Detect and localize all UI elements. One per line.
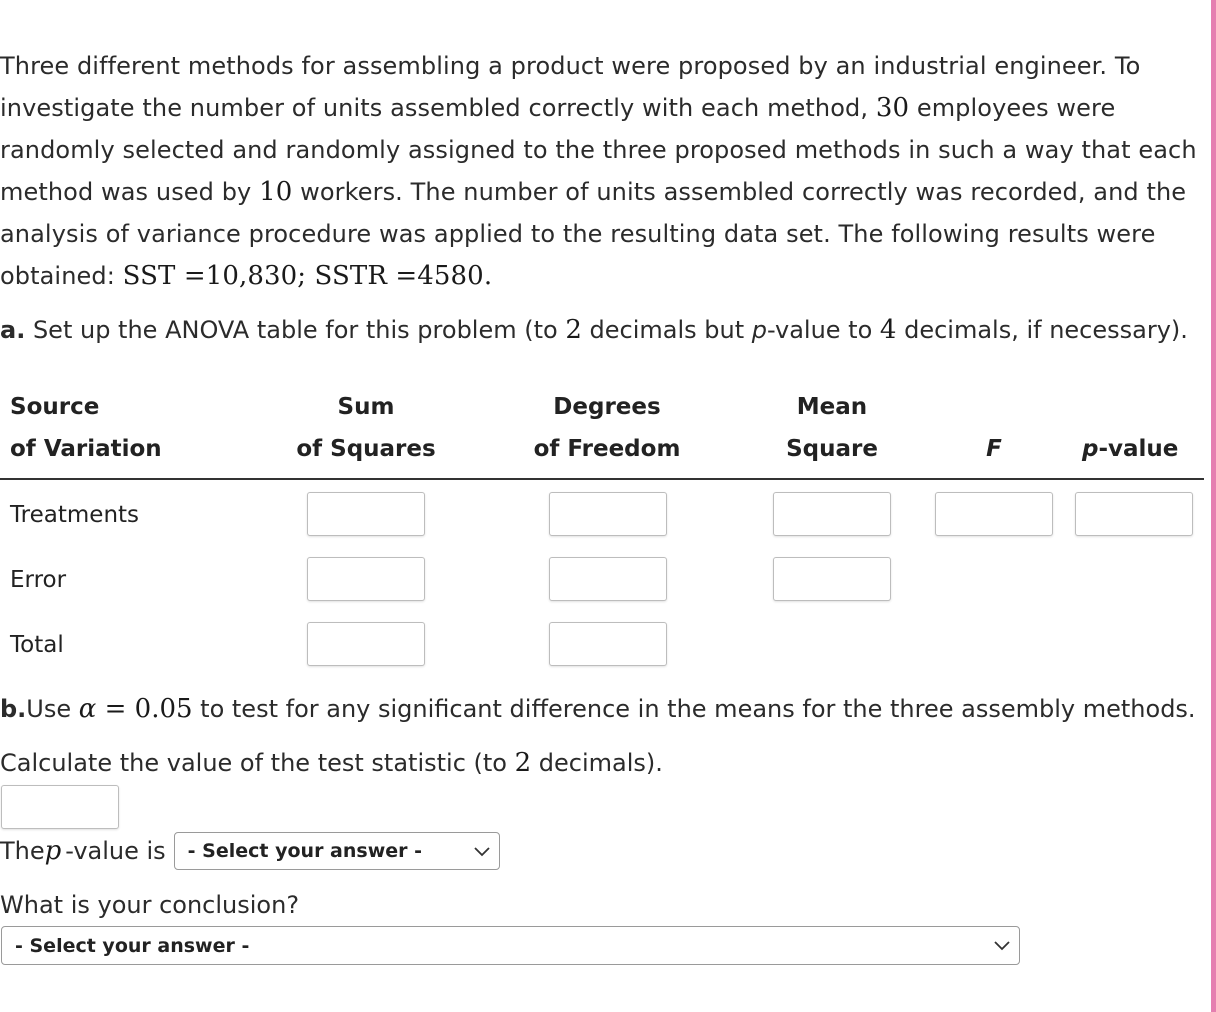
page-accent-bar bbox=[1211, 0, 1216, 1012]
header-p-value: p-value bbox=[1082, 436, 1179, 462]
treatments-f-input[interactable] bbox=[935, 492, 1053, 536]
employees-count: 30 bbox=[875, 93, 910, 123]
chevron-down-icon bbox=[994, 941, 1010, 951]
workers-count: 10 bbox=[259, 177, 293, 207]
p-value-line: The p -value is - Select your answer - bbox=[0, 830, 500, 872]
conclusion-select[interactable]: - Select your answer - bbox=[1, 926, 1020, 965]
header-source: Source of Variation bbox=[10, 394, 162, 462]
header-mean-square: Mean Square bbox=[786, 394, 878, 462]
part-a-prompt: a. Set up the ANOVA table for this problem (to 2 decimals but p-value to 4 decimals, if necessary). bbox=[0, 315, 1188, 345]
header-degrees-of-freedom: Degrees of Freedom bbox=[533, 394, 681, 462]
chevron-down-icon bbox=[474, 847, 490, 857]
row-label-treatments: Treatments bbox=[10, 502, 140, 528]
test-statistic-prompt: Calculate the value of the test statistic (to 2 decimals). bbox=[0, 748, 663, 778]
total-ss-input[interactable] bbox=[307, 622, 425, 666]
header-sum-of-squares: Sum of Squares bbox=[296, 394, 436, 462]
total-df-input[interactable] bbox=[549, 622, 667, 666]
treatments-ms-input[interactable] bbox=[773, 492, 891, 536]
sst-value: SST =10,830 bbox=[122, 261, 298, 291]
treatments-df-input[interactable] bbox=[549, 492, 667, 536]
error-df-input[interactable] bbox=[549, 557, 667, 601]
test-statistic-input[interactable] bbox=[1, 785, 119, 829]
sstr-value: SSTR =4580 bbox=[314, 261, 484, 291]
treatments-ss-input[interactable] bbox=[307, 492, 425, 536]
error-ss-input[interactable] bbox=[307, 557, 425, 601]
problem-statement: Three different methods for assembling a product were proposed by an industrial engineer. To investigate the number of units assembled correctly with each method, 30 employees were randomly selected and randomly assigned to the three proposed methods in such a way that each method was used by 10 workers. The number of units assembled correctly was recorded, and the analysis of variance procedure was applied to the resulting data set. The following results were obtained: SST =10,830; SSTR =4580. bbox=[0, 52, 1197, 291]
part-b-prompt: b.Use α = 0.05 to test for any significant difference in the means for the three assembly methods. bbox=[0, 694, 1196, 724]
alpha-symbol: α bbox=[78, 694, 97, 724]
error-ms-input[interactable] bbox=[773, 557, 891, 601]
row-label-error: Error bbox=[10, 567, 67, 593]
alpha-value: 0.05 bbox=[134, 694, 193, 724]
p-value-select[interactable]: - Select your answer - bbox=[174, 832, 500, 870]
row-label-total: Total bbox=[10, 632, 64, 658]
conclusion-question: What is your conclusion? bbox=[0, 891, 300, 919]
header-f: F bbox=[986, 436, 1002, 462]
table-header-divider bbox=[0, 478, 1204, 480]
treatments-p-value-input[interactable] bbox=[1075, 492, 1193, 536]
